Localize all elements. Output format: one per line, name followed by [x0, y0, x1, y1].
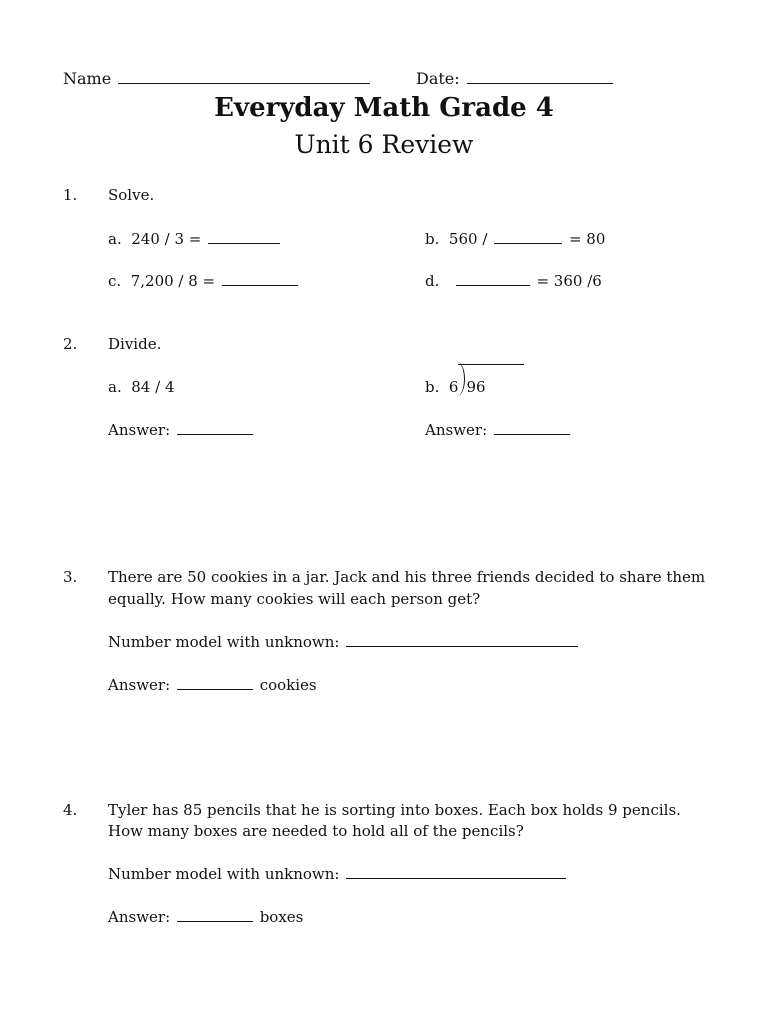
date-line	[416, 69, 615, 89]
q4-line1: Tyler has 85 pencils that he is sorting into boxes. Each box holds 9 pencils.	[108, 801, 681, 819]
q1-item-c	[108, 271, 300, 290]
q4-answer-blank[interactable]	[177, 907, 253, 922]
q3-answer-blank[interactable]	[177, 675, 253, 690]
q3-line2: equally. How many cookies will each person get?	[108, 590, 481, 608]
name-blank[interactable]	[118, 69, 370, 84]
q4-model-blank[interactable]	[346, 864, 566, 879]
q1-b-text-before: 560 /	[448, 230, 488, 248]
date-label: Date:	[416, 69, 460, 88]
q2-a-text: 84 / 4	[131, 378, 175, 396]
q2-b-label: b.	[425, 378, 440, 396]
q2-b-answer	[425, 420, 572, 439]
q2-a-answer-label: Answer:	[108, 421, 171, 439]
q1-item-a	[108, 229, 282, 248]
q1-d-text-after: = 360 /6	[536, 272, 602, 290]
q3-model-blank[interactable]	[346, 632, 578, 647]
q2-b-dividend: 96	[466, 378, 486, 396]
q4-answer-label: Answer:	[108, 908, 171, 926]
q2-b-answer-blank[interactable]	[494, 420, 570, 435]
q1-item-b	[425, 229, 605, 248]
q4-answer-unit: boxes	[259, 908, 304, 926]
name-line	[63, 69, 372, 89]
q4-line2: How many boxes are needed to hold all of the pencils?	[108, 822, 524, 840]
q2-item-a	[108, 378, 175, 396]
q2-number: 2.	[63, 335, 78, 353]
q1-c-text: 7,200 / 8 =	[130, 272, 216, 290]
page-subtitle: Unit 6 Review	[294, 130, 474, 159]
q3-number: 3.	[63, 568, 78, 586]
q1-b-label: b.	[425, 230, 440, 248]
q1-c-label: c.	[108, 272, 122, 290]
q1-c-blank[interactable]	[222, 271, 298, 286]
q2-a-answer-blank[interactable]	[177, 420, 253, 435]
q3-answer-label: Answer:	[108, 676, 171, 694]
q2-b-answer-label: Answer:	[425, 421, 488, 439]
page-title: Everyday Math Grade 4	[214, 93, 554, 123]
q1-a-label: a.	[108, 230, 122, 248]
long-division-bracket	[458, 378, 499, 396]
name-label: Name	[63, 69, 112, 88]
q2-a-label: a.	[108, 378, 122, 396]
q1-item-d	[425, 271, 602, 290]
q2-b-divisor: 6	[448, 378, 459, 396]
date-blank[interactable]	[467, 69, 613, 84]
long-division-bar	[458, 364, 524, 365]
q3-line1: There are 50 cookies in a jar. Jack and his three friends decided to share them	[108, 568, 706, 586]
q2-item-b	[425, 378, 500, 396]
q1-a-text: 240 / 3 =	[131, 230, 202, 248]
q1-d-label: d.	[425, 272, 440, 290]
q1-b-blank[interactable]	[494, 229, 562, 244]
q1-d-blank[interactable]	[456, 271, 530, 286]
q3-answer	[108, 675, 317, 694]
q3-answer-unit: cookies	[259, 676, 317, 694]
q1-instruction: Solve.	[108, 186, 155, 204]
long-division-curve	[452, 362, 465, 396]
q4-model-label: Number model with unknown:	[108, 865, 340, 883]
q3-model-label: Number model with unknown:	[108, 633, 340, 651]
q4-number: 4.	[63, 801, 78, 819]
q1-a-blank[interactable]	[208, 229, 280, 244]
q2-instruction: Divide.	[108, 335, 162, 353]
q4-answer	[108, 907, 303, 926]
q2-a-answer	[108, 420, 255, 439]
q4-model	[108, 864, 568, 883]
q1-number: 1.	[63, 186, 78, 204]
q1-b-text-after: = 80	[568, 230, 606, 248]
q3-model	[108, 632, 580, 651]
